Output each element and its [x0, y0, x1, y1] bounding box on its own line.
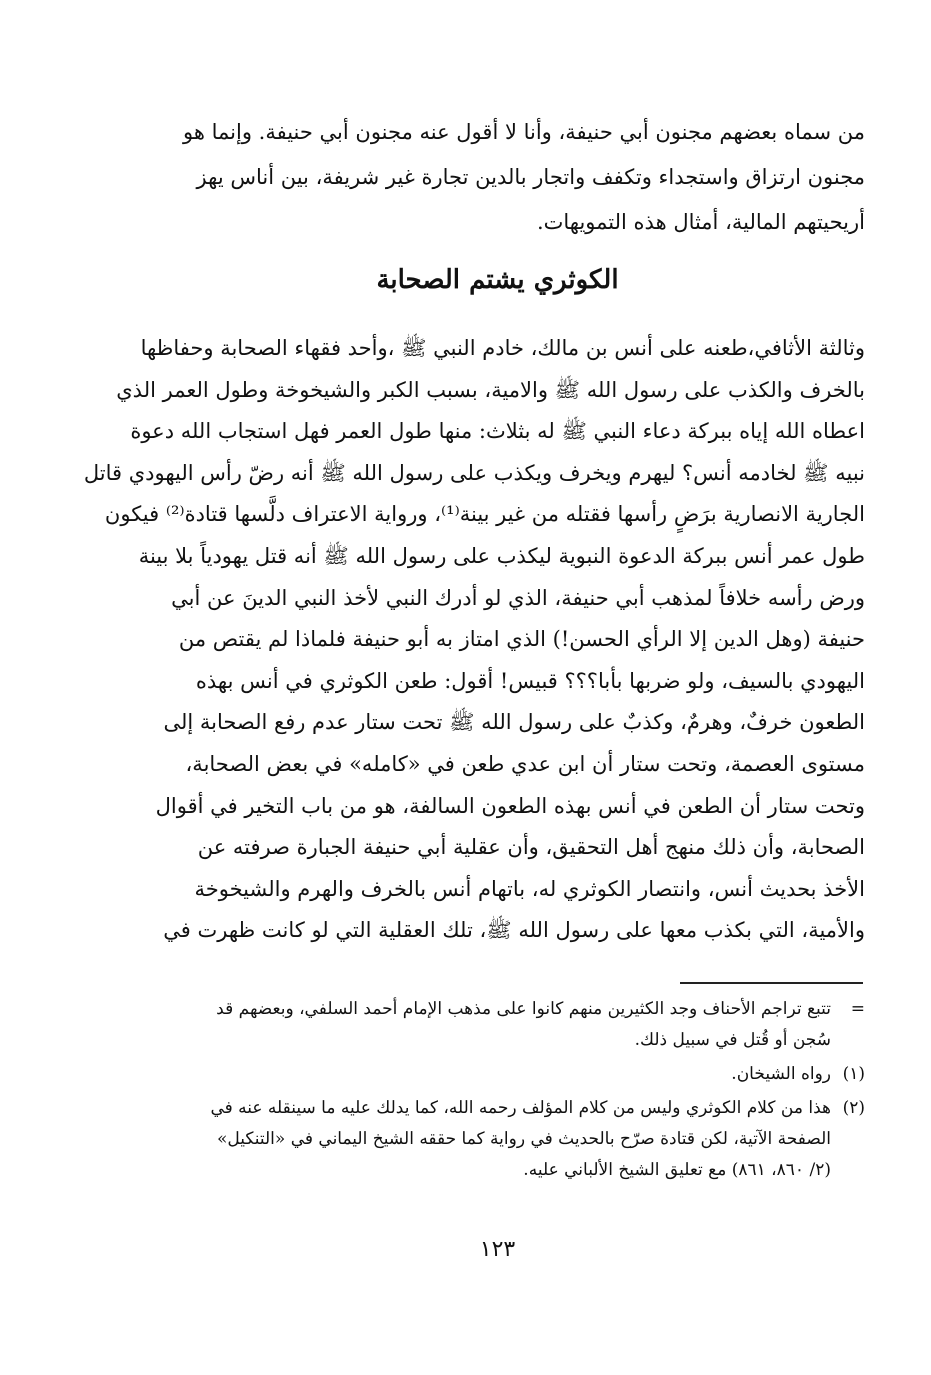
- intro-line: من سماه بعضهم مجنون أبي حنيفة، وأنا لا أقول عنه مجنون أبي حنيفة. وإنما هو: [183, 120, 865, 144]
- section-title: الكوثري يشتم الصحابة: [376, 265, 619, 295]
- footnote-body: [130, 1093, 831, 1186]
- body-line: الجارية الانصارية برَضٍ رأسها فقتله من غير بينة⁽¹⁾، ورواية الاعتراف دلَّسها قتادة⁽²⁾ فيكون: [104, 502, 865, 527]
- footnote-line: سُجن أو قُتل في سبيل ذلك.: [634, 1030, 831, 1050]
- footnote-line: رواه الشيخان.: [731, 1064, 831, 1084]
- body-line: وتحت ستار أن الطعن في أنس بهذه الطعون السالفة، هو من باب التخير في أقوال: [155, 793, 865, 818]
- body-line: اليهودي بالسيف، ولو ضربها بأبا؟؟؟ قبيس! أقول: طعن الكوثري في أنس بهذه: [195, 668, 865, 693]
- footnote-line: هذا من كلام الكوثري وليس من كلام المؤلف رحمه الله، كما يدلك عليه ما سينقله عنه في: [210, 1098, 831, 1118]
- body-line: الصحابة، وأن ذلك منهج أهل التحقيق، وأن عقلية أبي حنيفة الجبارة صرفته عن: [197, 835, 865, 860]
- footnote-1: [130, 1059, 865, 1090]
- footnote-separator: [680, 982, 863, 984]
- body-line: نبيه ﷺ لخادمه أنس؟ ليهرم ويخرف ويكذب على رسول الله ﷺ أنه رضّ رأس اليهودي قاتل: [83, 460, 865, 485]
- body-line: الأخذ بحديث أنس، وانتصار الكوثري له، باتهام أنس بالخرف والهرم والشيخوخة: [194, 876, 865, 901]
- intro-line: مجنون ارتزاق واستجداء وتكفف واتجار بالدين تجارة غير شريفة، بين أناس يهز: [196, 165, 865, 189]
- footnote-line: (٢/ ٨٦٠، ٨٦١) مع تعليق الشيخ الألباني عليه.: [523, 1160, 831, 1180]
- body-line: حنيفة (وهل الدين إلا الرأي الحسن!) الذي امتاز به أبو حنيفة فلماذا لم يقتص من: [178, 627, 865, 652]
- footnote-marker: (١): [842, 1064, 865, 1084]
- body-line: وثالثة الأثافي،طعنه على أنس بن مالك، خادم النبي ﷺ ،وأحد فقهاء الصحابة وحفاظها: [140, 336, 865, 360]
- footnote-body: [130, 1059, 831, 1090]
- intro-paragraph: [130, 110, 865, 245]
- footnote-line: الصفحة الآتية، لكن قتادة صرّح بالحديث في رواية كما حققه الشيخ اليماني في «التنكيل»: [216, 1129, 831, 1149]
- body-line: ورض رأسه خلافاً لمذهب أبي حنيفة، الذي لو أدرك النبي لأخذ النبي الدينَ عن أبي: [171, 585, 865, 610]
- body-line: مستوى العصمة، وتحت ستار أن ابن عدي طعن في «كامله» في بعض الصحابة،: [185, 751, 865, 776]
- footnote-marker: (٢): [842, 1098, 865, 1118]
- body-line: اعطاه الله إياه ببركة دعاء النبي ﷺ له بثلاث: منها طول العمر فهل استجاب الله دعوة: [130, 419, 865, 444]
- body-line: والأمية، التي بكذب معها على رسول الله ﷺ، تلك العقلية التي لو كانت ظهرت في: [163, 918, 865, 943]
- footnote-line: تتبع تراجم الأحناف وجد الكثيرين منهم كانوا على مذهب الإمام أحمد السلفي، وبعضهم قد: [216, 999, 831, 1019]
- body-line: الطعون خرفٌ، وهرمٌ، وكذبٌ على رسول الله ﷺ تحت ستار عدم رفع الصحابة إلى: [163, 710, 865, 735]
- page-number: ١٢٣: [479, 1237, 516, 1262]
- intro-line: أريحيتهم المالية، أمثال هذه التمويهات.: [536, 210, 865, 234]
- footnotes: [130, 994, 865, 1189]
- body-line: بالخرف والكذب على رسول الله ﷺ والامية، بسبب الكبر والشيخوخة وطول العمر الذي: [116, 377, 865, 402]
- footnote-marker: =: [850, 999, 865, 1019]
- footnote-body: [130, 994, 831, 1056]
- footnote-2: [130, 1093, 865, 1186]
- body-line: طول عمر أنس ببركة الدعوة النبوية ليكذب على رسول الله ﷺ أنه قتل يهودياً بلا بينة: [138, 543, 865, 568]
- body-paragraph: [83, 328, 865, 952]
- footnote-continuation: [130, 994, 865, 1056]
